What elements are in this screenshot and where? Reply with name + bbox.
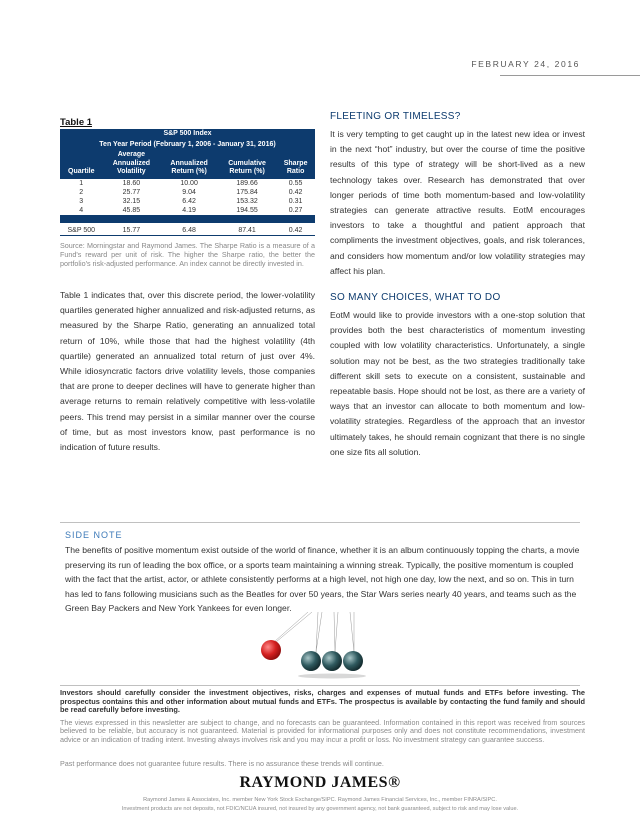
table-row: 3 32.15 6.42 153.32 0.31 xyxy=(79,197,303,205)
left-body-text: Table 1 indicates that, over this discrete period, the lower-volatility quartiles generated higher annualized and risk-adjusted returns, as measured by the Sharpe Ratio, generating an annualized total return of 10%, while those that had the highest volatility (4th quartile) generated an annualized total return of just over 4%. While idiosyncratic factors drive volatility levels, those companies that are prone to deeper declines will have to generate higher than average returns to remain relatively competitive with less-volatile peers. This trend may persist in a similar manner over the course of time, but as most investors know, past performance is no indication of future results. xyxy=(60,290,315,453)
table-caption-line2: Ten Year Period (February 1, 2006 - January 31, 2016) xyxy=(60,140,315,151)
table-divider xyxy=(60,215,315,223)
table-row-sp500: S&P 500 15.77 6.48 87.41 0.42 xyxy=(60,223,315,236)
col-volatility: Average Annualized Volatility xyxy=(103,150,161,179)
col-quartile: Quartile xyxy=(60,150,103,179)
footer-line-1: Raymond James & Associates, Inc. member New York Stock Exchange/SIPC. Raymond James Financial Services, Inc., member FINRA/SIPC. xyxy=(143,797,497,803)
newtons-cradle-illustration xyxy=(240,612,380,682)
raymond-james-logo: RAYMOND JAMES® xyxy=(239,774,401,791)
disclaimer-rule xyxy=(60,685,580,686)
cradle-string xyxy=(276,612,312,642)
section-heading-fleeting: FLEETING OR TIMELESS? xyxy=(330,111,461,122)
table-title: Table 1 xyxy=(60,117,93,128)
cradle-teal-ball xyxy=(322,651,342,671)
cradle-string xyxy=(334,612,335,652)
volatility-table xyxy=(60,129,315,236)
col-sharpe: Sharpe Ratio xyxy=(276,150,315,179)
table-caption-line1: S&P 500 Index xyxy=(60,129,315,140)
sidenote-title: SIDE NOTE xyxy=(65,530,123,540)
table-row: 2 25.77 9.04 175.84 0.42 xyxy=(79,188,303,196)
col-cumulative-return: Cumulative Return (%) xyxy=(218,150,276,179)
past-performance-disclaimer: Past performance does not guarantee future results. There is no assurance these trends will continue. xyxy=(60,759,384,768)
section-body-choices: EotM would like to provide investors with a one-stop solution that provides both the best characteristics of momentum investing coupled with low volatility characteristics. Unfortunately, a single solution may not be best, as the two strategies traditionally take different skill sets to execute on a consistent, sustainable and repeatable basis. Hope should not be lost, as there are a variety of ways that an investor can allocate to both momentum and low-volatility strategies. Regardless of the approach that an investor ultimately takes, he should remain cognizant that there is no single one size fits all solution. xyxy=(330,310,585,457)
cradle-string xyxy=(335,612,338,652)
table-row: 1 18.60 10.00 189.66 0.55 xyxy=(79,179,303,187)
header-rule xyxy=(500,75,640,76)
sidenote-body: The benefits of positive momentum exist outside of the world of finance, whether it is an album continuously topping the charts, a movie preserving its run of leading the box office, or a sports team maintaining a winning streak. Typically, the positive momentum is coupled with the fact that the artist, actor, or athlete consistently performs at a high level, not high one day, low the next, and so on. This in turn has led to fans following musicians such as the Beatles for over 50 years, the Star Wars series nearly 40 years, and teams such as the Green Bay Packers and New York Yankees for even longer. xyxy=(65,545,580,613)
cradle-teal-ball xyxy=(343,651,363,671)
cradle-string xyxy=(350,612,354,652)
footer-line-2: Investment products are not deposits, not FDIC/NCUA insured, not insured by any government agency, not bank guaranteed, subject to risk and may lose value. xyxy=(121,806,519,812)
cradle-shadow xyxy=(298,674,366,679)
cradle-teal-ball xyxy=(301,651,321,671)
col-annualized-return: Annualized Return (%) xyxy=(160,150,218,179)
cradle-string xyxy=(274,612,308,642)
table-row: 4 45.85 4.19 194.55 0.27 xyxy=(79,206,303,214)
views-disclaimer: The views expressed in this newsletter are subject to change, and no forecasts can be guaranteed. Information contained in this report was received from sources believed to be reliable, but accuracy is not guaranteed. Material is provided for informational purposes only and does not constitute recommendations, investment advice or an indication of trading intent. Investing always involves risk and you may incur a profit or loss. No investment strategy can guarantee success. xyxy=(60,718,585,744)
page-date: FEBRUARY 24, 2016 xyxy=(471,59,580,69)
section-body-fleeting: It is very tempting to get caught up in the latest new idea or invest in the next “hot” industry, but over the course of time the positive results of this type of strategy will be short-lived as a new technology takes over. Research has demonstrated that over longer periods of time both momentum-based and low-volatility strategies can generate attractive results. EotM encourages investors to take a thoughtful and patient approach that compliments the investment objectives, goals, and risk tolerances, and considers how momentum and/or low volatility strategies may affect his plan. xyxy=(330,129,585,276)
sidenote-rule xyxy=(60,522,580,523)
prospectus-disclaimer: Investors should carefully consider the investment objectives, risks, charges and expenses of mutual funds and ETFs before investing. The prospectus contains this and other information about mutual funds and ETFs. The prospectus is available by contacting the fund family and should be read carefully before investing. xyxy=(60,688,585,715)
cradle-red-ball xyxy=(261,640,281,660)
table-source-note: Source: Morningstar and Raymond James. The Sharpe Ratio is a measure of a Fund's reward per unit of risk. The higher the Sharpe ratio, the better the portfolio's risk-adjusted performance. An index cannot be directly invested in. xyxy=(60,241,315,268)
section-heading-choices: SO MANY CHOICES, WHAT TO DO xyxy=(330,292,501,303)
